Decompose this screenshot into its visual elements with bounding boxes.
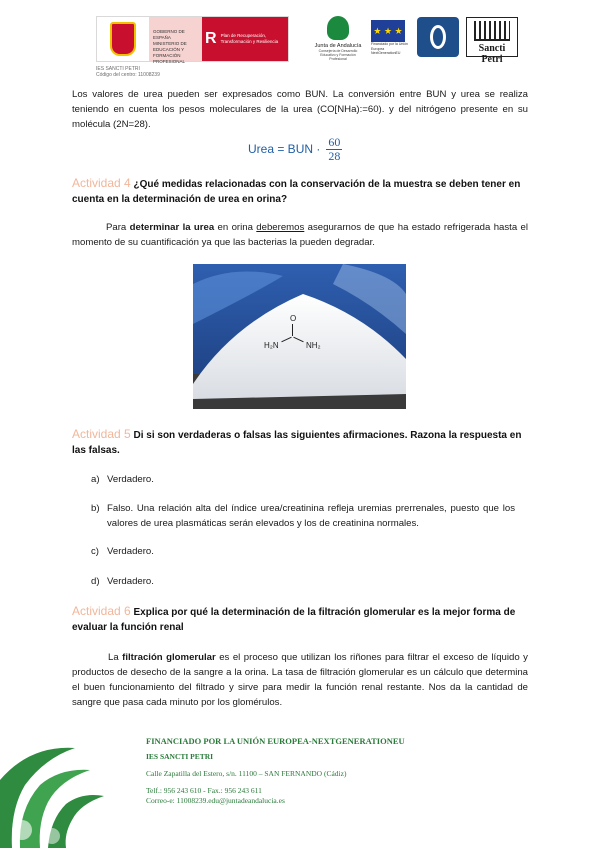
activity-5-item-a (91, 472, 511, 487)
molecule-left-group: H₂N (264, 341, 279, 350)
molecule-oxygen: O (290, 314, 297, 323)
footer-address: Calle Zapatilla del Estero, s/n. 11100 – SAN FERNANDO (Cádiz) (146, 769, 347, 778)
activity-5-item-b (91, 501, 515, 531)
footer-phone: Telf.: 956 243 610 - Fax.: 956 243 611 (146, 786, 262, 795)
castle-icon (474, 21, 510, 41)
eu-text: Financiado por la Unión Europea NextGenerationEU (371, 42, 408, 55)
formula-fraction (326, 136, 342, 163)
spain-coat-of-arms-icon (97, 17, 149, 61)
formula-numerator: 60 (328, 134, 341, 149)
junta-emblem-icon (327, 16, 349, 40)
junta-name: Junta de Andalucía (314, 43, 362, 49)
activity-5-item-d (91, 574, 511, 589)
footer-funding: FINANCIADO POR LA UNIÓN EUROPEA-NEXTGENERATIONEU (146, 736, 405, 746)
andalucia-emblem-icon (0, 740, 110, 848)
item-d-marker: d) (91, 576, 100, 587)
a4-pre: Para (106, 222, 130, 233)
footer-school: IES SANCTI PETRI (146, 752, 214, 761)
activity-5-item-c (91, 544, 511, 559)
a6-bold: filtración glomerular (122, 652, 216, 663)
recovery-plan-logo: R Plan de Recuperación, Transformación y Resiliencia (202, 17, 288, 61)
activity-6-heading (72, 604, 528, 635)
ministry-text: MINISTERIO DE EDUCACIÓN Y FORMACIÓN PROFESIONAL (153, 41, 187, 64)
a4-underline: deberemos (256, 222, 305, 233)
intro-paragraph: Los valores de urea pueden ser expresados como BUN. La conversión entre BUN y urea se realiza teniendo en cuenta los pesos moleculares de la urea (CO[NHa):=60). y del nitrógeno presente en su molécula (2N=28). (72, 89, 528, 130)
activity-6-label: Actividad 6 (72, 604, 131, 618)
a6-post: es el proceso que utilizan los riñones para filtrar el exceso de líquido y productos de desecho de la sangre a la orina. La tasa de filtración glomerular es un cálculo que determina el buen funcionamiento del filtrado y sirve para medir la función renal restante. Nos da la cantidad de sangre que pasa cada minuto por los glomérulos. (72, 652, 528, 708)
footer-block (146, 736, 476, 806)
school-id-line1: IES SANCTI PETRI (96, 66, 140, 72)
molecule-double-bond (292, 324, 293, 336)
activity-4-label: Actividad 4 (72, 176, 131, 190)
molecule-right-group: NH₂ (306, 341, 321, 350)
item-b-text: Falso. Una relación alta del índice urea/creatinina refleja uremias prerrenales, puesto que los valores de urea plasmáticas serán elevados y los de creatinina normales. (107, 503, 515, 529)
a4-post: asegurarnos de que ha estado refrigerada hasta el momento de su cuantificación ya que las bacterias la pueden degradar. (72, 222, 528, 248)
junta-andalucia-logo (312, 16, 364, 64)
item-a-marker: a) (91, 474, 100, 485)
urea-photo (193, 264, 406, 409)
sancti-petri-logo (466, 17, 518, 65)
item-a-text: Verdadero. (107, 474, 154, 485)
activity-4-question: ¿Qué medidas relacionadas con la conservación de la muestra se deben tener en cuenta en la determinación de urea en orina? (72, 179, 521, 205)
a6-pre: La (108, 652, 123, 663)
activity-6-question: Explica por qué la determinación de la filtración glomerular es la mejor forma de evaluar la función renal (72, 607, 516, 633)
activity-4-heading (72, 176, 528, 207)
item-c-text: Verdadero. (107, 546, 154, 557)
sancti-petri-text: Sancti Petri (478, 43, 506, 65)
item-d-text: Verdadero. (107, 576, 154, 587)
formula-denominator: 28 (328, 148, 341, 163)
activity-5-label: Actividad 5 (72, 427, 131, 441)
eu-flag-icon: ★ ★ ★ (371, 20, 405, 42)
quality-logo-icon (417, 17, 459, 57)
activity-5-heading (72, 427, 528, 458)
junta-subtitle: Consejería de Desarrollo Educativo y Formación Profesional (318, 49, 358, 61)
urea-formula (248, 131, 368, 167)
activity-6-answer (72, 650, 528, 710)
a4-mid: en orina (214, 222, 257, 233)
item-c-marker: c) (91, 546, 99, 557)
formula-lhs: Urea = BUN · (248, 142, 321, 156)
school-id-block (96, 66, 160, 78)
footer-email[interactable]: Correo-e: 11008239.edu@juntadeandalucia.es (146, 796, 285, 805)
a4-bold: determinar la urea (129, 222, 215, 233)
school-id-line2: Código del centro: 11008239 (96, 72, 160, 78)
recovery-plan-text: Plan de Recuperación, Transformación y Resiliencia (220, 33, 279, 44)
item-b-marker: b) (91, 503, 100, 514)
eu-nextgen-logo (371, 20, 409, 63)
activity-4-answer (72, 220, 528, 250)
activity-5-question: Di si son verdaderas o falsas las siguientes afirmaciones. Razona la respuesta en las falsas. (72, 430, 522, 456)
government-logo-strip (96, 16, 289, 62)
gov-spain-text: GOBIERNO DE ESPAÑA (153, 29, 185, 40)
